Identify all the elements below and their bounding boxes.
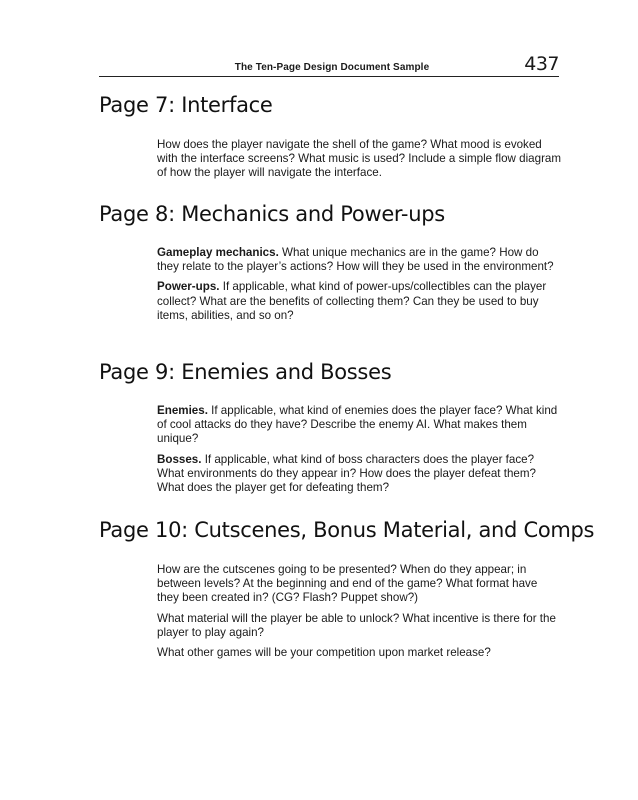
section-heading: Page 9: Enemies and Bosses: [99, 360, 392, 384]
paragraph-text: How does the player navigate the shell of the game? What mood is evoked with the interface screens? What music is used? Include a simple flow diagram of how the player will navigate the interface.: [157, 138, 562, 180]
section-body: [157, 246, 562, 329]
section-heading: Page 7: Interface: [99, 93, 273, 117]
paragraph-lead: Power-ups.: [157, 280, 220, 294]
section-body: [157, 404, 562, 501]
paragraph-lead: Enemies.: [157, 404, 208, 417]
page-number: 437: [524, 53, 559, 75]
paragraph-text: What other games will be your competition upon market release?: [157, 646, 491, 660]
body-paragraph: [157, 646, 562, 660]
paragraph-text: If applicable, what kind of boss characters does the player face? What environments do they appear in? How does the player defeat them? What does the player get for defeating them?: [157, 452, 536, 495]
running-title: The Ten-Page Design Document Sample: [234, 62, 430, 73]
body-paragraph: [157, 563, 562, 606]
body-paragraph: [157, 453, 562, 496]
paragraph-text: What unique mechanics are in the game? How do they relate to the player’s actions? How will they be used in the environment?: [157, 246, 554, 274]
section-heading: Page 10: Cutscenes, Bonus Material, and Comps: [99, 518, 595, 542]
paragraph-text: If applicable, what kind of enemies does the player face? What kind of cool attacks do they have? Describe the enemy AI. What makes them unique?: [157, 404, 558, 446]
body-paragraph: [157, 246, 562, 274]
running-header: [99, 52, 559, 77]
body-paragraph: [157, 138, 562, 181]
section-body: [157, 138, 562, 187]
paragraph-lead: Bosses.: [157, 452, 202, 466]
section-body: [157, 563, 562, 666]
paragraph-text: How are the cutscenes going to be presented? When do they appear; in between levels? At the beginning and end of the game? What format have they been created in? (CG? Flash? Puppet show?): [157, 563, 538, 605]
paragraph-text: If applicable, what kind of power-ups/collectibles can the player collect? What are the benefits of collecting them? Can they be used to buy items, abilities, and so on?: [157, 280, 547, 322]
body-paragraph: [157, 280, 562, 323]
section-heading: Page 8: Mechanics and Power-ups: [99, 202, 445, 226]
paragraph-lead: Gameplay mechanics.: [157, 246, 279, 259]
paragraph-text: What material will the player be able to unlock? What incentive is there for the player to play again?: [157, 611, 556, 639]
body-paragraph: [157, 404, 562, 447]
body-paragraph: [157, 612, 562, 640]
